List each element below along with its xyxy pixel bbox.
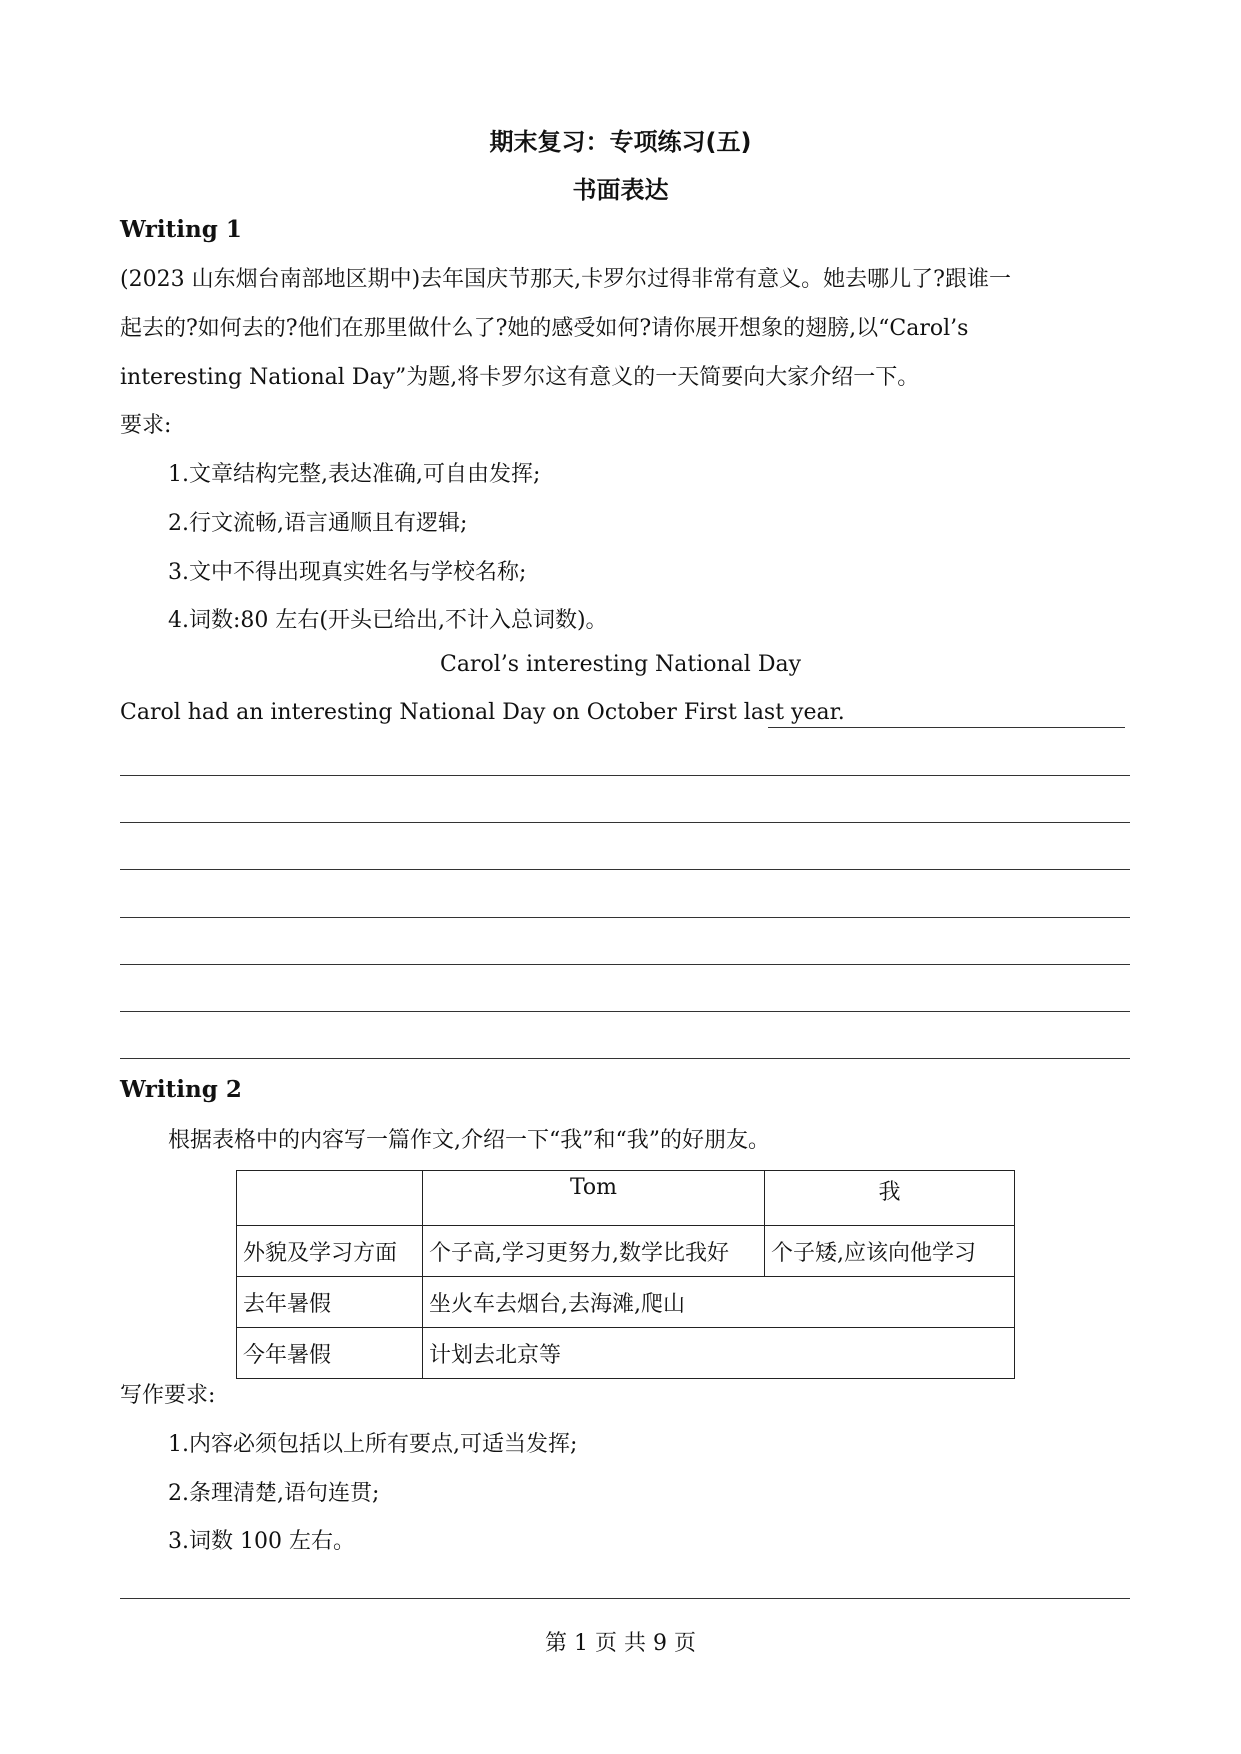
table-cell: 计划去北京等 [423,1328,1015,1379]
answer-line[interactable] [120,917,1130,918]
table-header-cell: Tom [423,1171,765,1226]
writing1-requirement: 4.词数:80 左右(开头已给出,不计入总词数)。 [168,608,608,633]
writing2-requirement: 3.词数 100 左右。 [168,1529,355,1554]
table-row-label: 外貌及学习方面 [237,1226,423,1277]
table-cell: 个子高,学习更努力,数学比我好 [423,1226,765,1277]
writing1-requirement: 3.文中不得出现真实姓名与学校名称; [168,560,527,585]
table-row [237,1226,1015,1277]
writing1-prompt-line: 起去的?如何去的?他们在那里做什么了?她的感受如何?请你展开想象的翅膀,以“Carol’s [120,316,969,341]
writing1-requirement: 1.文章结构完整,表达准确,可自由发挥; [168,462,541,487]
answer-line[interactable] [120,1058,1130,1059]
page-title: 期末复习：专项练习(五) [489,128,752,156]
answer-line[interactable] [120,964,1130,965]
writing2-heading: Writing 2 [120,1076,242,1103]
answer-line[interactable] [768,727,1125,728]
essay-opening-sentence: Carol had an interesting National Day on October First last year. [120,700,845,725]
page-number-footer: 第 1 页 共 9 页 [545,1631,696,1656]
answer-line[interactable] [120,775,1130,776]
page-subtitle: 书面表达 [572,176,669,204]
table-row [237,1328,1015,1379]
answer-line[interactable] [120,1011,1130,1012]
essay-title: Carol’s interesting National Day [439,652,802,677]
writing1-requirements-label: 要求: [120,413,172,438]
writing2-instruction: 根据表格中的内容写一篇作文,介绍一下“我”和“我”的好朋友。 [168,1128,770,1153]
table-row-label: 今年暑假 [237,1328,423,1379]
table-header-cell: 我 [765,1171,1015,1226]
answer-line[interactable] [120,869,1130,870]
writing1-prompt-line: (2023 山东烟台南部地区期中)去年国庆节那天,卡罗尔过得非常有意义。她去哪儿了?跟谁一 [120,267,1011,292]
writing1-requirement: 2.行文流畅,语言通顺且有逻辑; [168,511,468,536]
table-header-cell [237,1171,423,1226]
writing2-requirements-label: 写作要求: [120,1383,216,1408]
table-cell: 个子矮,应该向他学习 [765,1226,1015,1277]
writing1-prompt-line: interesting National Day”为题,将卡罗尔这有意义的一天简要向大家介绍一下。 [120,365,920,390]
answer-line[interactable] [120,822,1130,823]
table-row-label: 去年暑假 [237,1277,423,1328]
writing2-requirement: 1.内容必须包括以上所有要点,可适当发挥; [168,1432,578,1457]
writing1-heading: Writing 1 [120,216,242,243]
info-table [236,1170,1015,1379]
table-header-row [237,1171,1015,1226]
table-cell: 坐火车去烟台,去海滩,爬山 [423,1277,1015,1328]
answer-line[interactable] [120,1598,1130,1599]
writing2-requirement: 2.条理清楚,语句连贯; [168,1481,380,1506]
table-row [237,1277,1015,1328]
